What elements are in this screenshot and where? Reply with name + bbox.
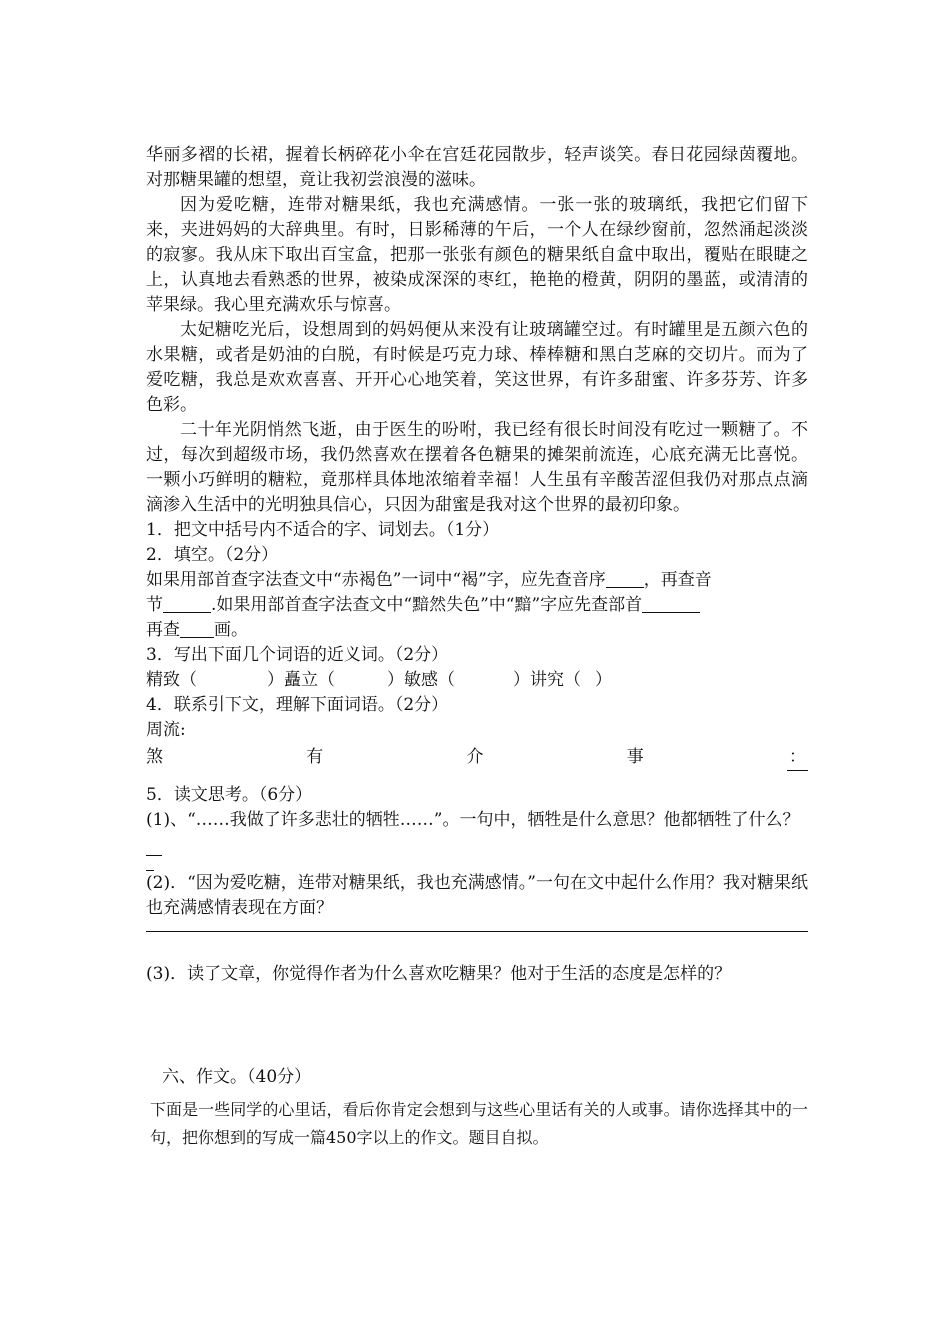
q5-1-answer-line-2[interactable] xyxy=(146,860,154,871)
passage-paragraph-1: 华丽多褶的长裙，握着长柄碎花小伞在宫廷花园散步，轻声谈笑。春日花园绿茵覆地。对那糖果罐的想望，竟让我初尝浪漫的滋味。 xyxy=(146,145,808,190)
q3-word-chuli: ）矗立（ xyxy=(267,670,335,690)
q3-word-jingzhi: 精致（ xyxy=(146,670,197,690)
q4-char-1: 煞 xyxy=(146,747,163,767)
q2-blank-yinxu[interactable] xyxy=(606,569,644,588)
q2-text-d: .如果用部首查字法查文中“黯然失色”中“黯”字应先查部首 xyxy=(211,595,643,615)
q3-word-mingan: ）敏感（ xyxy=(387,670,455,690)
composition-section xyxy=(146,1065,808,1090)
question-5-title: 5．读文思考。（6分） xyxy=(146,785,313,805)
q4-char-4: 事 xyxy=(626,747,644,767)
q2-blank-bushou[interactable] xyxy=(642,594,700,613)
q4-answer-blank[interactable]: ： xyxy=(787,745,808,771)
question-5-part-1: (1)、“……我做了许多悲壮的牺牲……”。一句中，牺牲是什么意思？他都牺牲了什么？ xyxy=(146,810,800,830)
q2-blank-yinjie[interactable] xyxy=(163,594,211,613)
question-1: 1．把文中括号内不适合的字、词划去。（1分） xyxy=(146,520,500,540)
q2-text-b: ，再查音 xyxy=(643,570,712,590)
passage-paragraph-3: 太妃糖吃光后，设想周到的妈妈便从来没有让玻璃罐空过。有时罐里是五颜六色的水果糖，或者是奶油的白脱，有时候是巧克力球、棒棒糖和黑白芝麻的交切片。而为了爱吃糖，我总是欢欢喜喜、开开心心地笑着，笑这世界，有许多甜蜜、许多芬芳、许多色彩。 xyxy=(146,320,808,415)
question-3-title: 3．写出下面几个词语的近义词。（2分） xyxy=(146,645,449,665)
q3-close-paren: ） xyxy=(595,670,612,690)
q2-text-e: 再查 xyxy=(146,620,180,640)
q3-word-jiangjiu: ）讲究（ xyxy=(513,670,581,690)
q4-char-2: 有 xyxy=(306,747,324,767)
q2-blank-huashu[interactable] xyxy=(180,619,214,638)
question-2-body xyxy=(146,568,808,643)
q2-text-a: 如果用部首查字法查文中“赤褐色”一词中“褐”字，应先查音序 xyxy=(146,570,606,590)
q2-text-c: 节 xyxy=(146,595,163,615)
question-2-title: 2．填空。（2分） xyxy=(146,545,279,565)
question-4-title: 4．联系引下文，理解下面词语。（2分） xyxy=(146,695,449,715)
question-3-words xyxy=(146,668,808,693)
passage-paragraph-2: 因为爱吃糖，连带对糖果纸，我也充满感情。一张一张的玻璃纸，我把它们留下来，夹进妈妈的大辞典里。有时，日影稀薄的午后，一个人在绿纱窗前，忽然涌起淡淡的寂寥。我从床下取出百宝盒，把那一张张有颜色的糖果纸自盒中取出，覆贴在眼睫之上，认真地去看熟悉的世界，被染成深深的枣红，艳艳的橙黄，阴阴的墨蓝，或清清的苹果绿。我心里充满欢乐与惊喜。 xyxy=(146,195,808,315)
question-5-part-2: (2)．“因为爱吃糖，连带对糖果纸，我也充满感情。”一句在文中起什么作用？我对糖果纸也充满感情表现在方面？ xyxy=(146,873,808,918)
composition-instruction: 下面是一些同学的心里话，看后你肯定会想到与这些心里话有关的人或事。请你选择其中的一句，把你想到的写成一篇450字以上的作文。题目自拟。 xyxy=(150,1100,808,1147)
question-5-part-3: (3)．读了文章，你觉得作者为什么喜欢吃糖果？他对于生活的态度是怎样的？ xyxy=(146,964,732,984)
q4-char-3: 介 xyxy=(466,747,484,767)
question-4-word: 周流: xyxy=(146,720,186,740)
q5-1-answer-line[interactable] xyxy=(146,841,162,856)
passage-paragraph-4: 二十年光阴悄然飞逝，由于医生的吩咐，我已经有很长时间没有吃过一颗糖了。不过，每次到超级市场，我仍然喜欢在摆着各色糖果的摊架前流连，心底充满无比喜悦。一颗小巧鲜明的糖粒，竟那样具体地浓缩着幸福！人生虽有辛酸苦涩但我仍对那点点滴滴渗入生活中的光明独具信心，只因为甜蜜是我对这个世界的最初印象。 xyxy=(146,420,808,515)
q2-text-f: 画。 xyxy=(214,620,248,640)
question-4-spread-line xyxy=(146,745,808,771)
exam-page xyxy=(146,143,808,1152)
composition-title: 六、作文。（40分） xyxy=(162,1067,312,1087)
